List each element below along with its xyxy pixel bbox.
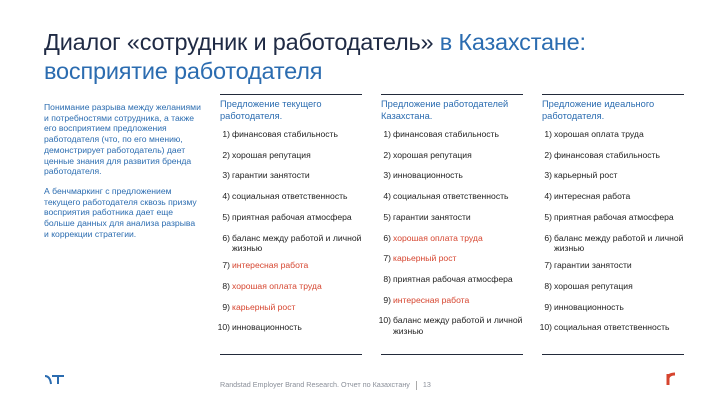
ranking-item: [542, 129, 684, 139]
rank-number: 4): [383, 191, 391, 202]
intro-paragraph-2: А бенчмаркинг с предложением текущего работодателя сквозь призму восприятия работника дает еще больше данных для анализа разрыва и коррекции стратегии.: [44, 185, 197, 239]
rank-text: баланс между работой и личной жизнью: [554, 232, 684, 253]
rank-number: 10): [217, 322, 230, 333]
column-bottom-rule: [220, 354, 362, 355]
ranking-item: [542, 150, 684, 160]
rank-number: 2): [544, 149, 552, 160]
rank-number: 8): [222, 280, 230, 291]
rank-number: 9): [383, 294, 391, 305]
rank-text: приятная рабочая атмосфера: [554, 211, 674, 222]
rank-text: карьерный рост: [232, 301, 296, 312]
column-kazakhstan-employers: [378, 94, 523, 343]
ranking-item: [542, 281, 684, 291]
rank-number: 7): [544, 260, 552, 271]
ranking-item: [542, 302, 684, 312]
ranking-item: [378, 315, 523, 336]
page-number: 13: [422, 380, 431, 389]
rank-number: 7): [222, 260, 230, 271]
rank-text: гарантии занятости: [393, 211, 471, 222]
rank-number: 5): [222, 211, 230, 222]
rank-text: баланс между работой и личной жизнью: [232, 232, 362, 253]
column-header: Предложение работодателей Казахстана.: [381, 94, 523, 129]
rank-text: гарантии занятости: [232, 170, 310, 181]
rank-text: хорошая оплата труда: [232, 280, 322, 291]
ranking-item: [381, 212, 523, 222]
footer-divider: [416, 381, 417, 390]
ranking-item: [217, 322, 362, 333]
rank-number: 3): [222, 170, 230, 181]
rank-text: финансовая стабильность: [232, 129, 338, 139]
ranking-item: [220, 302, 362, 312]
rank-text: интересная работа: [554, 191, 631, 202]
ranking-item: [542, 191, 684, 201]
rank-number: 4): [222, 191, 230, 202]
rank-number: 9): [544, 301, 552, 312]
ranking-list: [539, 129, 684, 333]
intro-paragraph-1: Понимание разрыва между желаниями и потребностями сотрудника, а также его восприятием предложения работодателя (что, по его мнению, демонстрирует работодатель) дает ценные знания для развития бренда работодателя.: [44, 102, 201, 177]
rank-text: карьерный рост: [554, 170, 618, 181]
ranking-list: [378, 129, 523, 336]
ranking-item: [220, 150, 362, 160]
ranking-item: [381, 233, 523, 243]
ranking-item: [381, 150, 523, 160]
ranking-item: [220, 170, 362, 180]
rank-text: хорошая репутация: [393, 149, 472, 160]
rank-text: социальная ответственность: [393, 191, 509, 202]
rank-text: приятная рабочая атмосфера: [232, 211, 352, 222]
ranking-item: [381, 295, 523, 305]
ranking-item: [220, 191, 362, 201]
column-bottom-rule: [542, 354, 684, 355]
rank-number: 9): [222, 301, 230, 312]
rank-text: хорошая репутация: [232, 149, 311, 160]
rank-number: 2): [383, 149, 391, 160]
rank-number: 5): [383, 211, 391, 222]
intro-text: [44, 102, 202, 248]
ranking-item: [220, 212, 362, 222]
rank-text: баланс между работой и личной жизнью: [393, 315, 523, 336]
ranking-item: [220, 129, 362, 139]
ranking-item: [542, 233, 684, 253]
rank-number: 10): [539, 322, 552, 333]
rank-number: 6): [383, 232, 391, 243]
rank-number: 5): [544, 211, 552, 222]
rank-text: интересная работа: [393, 294, 470, 305]
rank-number: 2): [222, 149, 230, 160]
rank-number: 6): [222, 232, 230, 243]
title-part3: восприятие работодателя: [44, 58, 323, 84]
rank-text: социальная ответственность: [232, 191, 348, 202]
footer: [220, 380, 431, 390]
rank-text: гарантии занятости: [554, 260, 632, 271]
rank-number: 10): [378, 315, 391, 326]
rank-text: карьерный рост: [393, 253, 457, 264]
ranking-item: [220, 281, 362, 291]
rank-text: хорошая оплата труда: [554, 129, 644, 139]
title-part1: Диалог «сотрудник и работодатель»: [44, 29, 434, 55]
slide-title: [44, 28, 684, 86]
rank-text: инновационность: [393, 170, 463, 181]
rank-number: 8): [544, 280, 552, 291]
ranking-item: [539, 322, 684, 333]
ranking-item: [542, 260, 684, 270]
rank-number: 1): [222, 129, 230, 139]
column-ideal-employer: [539, 94, 684, 343]
ranking-list: [217, 129, 362, 333]
ranking-item: [220, 233, 362, 253]
ranking-item: [381, 170, 523, 180]
column-header: Предложение текущего работодателя.: [220, 94, 362, 129]
rank-text: приятная рабочая атмосфера: [393, 273, 513, 284]
ranking-item: [381, 274, 523, 284]
ranking-item: [542, 170, 684, 180]
rank-number: 7): [383, 253, 391, 264]
rank-number: 3): [544, 170, 552, 181]
column-current-employer: [217, 94, 362, 343]
ranking-item: [542, 212, 684, 222]
rank-text: хорошая оплата труда: [393, 232, 483, 243]
rank-number: 3): [383, 170, 391, 181]
rank-number: 6): [544, 232, 552, 243]
randstad-r-icon: [666, 372, 676, 386]
rank-text: хорошая репутация: [554, 280, 633, 291]
ranking-item: [381, 129, 523, 139]
rank-text: инновационность: [232, 322, 302, 333]
randstad-logo-icon: [44, 373, 66, 385]
rank-number: 1): [383, 129, 391, 139]
title-part2: в Казахстане:: [433, 29, 586, 55]
rank-text: финансовая стабильность: [393, 129, 499, 139]
ranking-item: [220, 260, 362, 270]
rank-text: финансовая стабильность: [554, 149, 660, 160]
column-header: Предложение идеального работодателя.: [542, 94, 684, 129]
ranking-item: [381, 253, 523, 263]
footer-text: Randstad Employer Brand Research. Отчет по Казахстану: [220, 380, 410, 389]
rank-number: 8): [383, 273, 391, 284]
ranking-item: [381, 191, 523, 201]
rank-text: социальная ответственность: [554, 322, 670, 333]
rank-number: 4): [544, 191, 552, 202]
rank-text: интересная работа: [232, 260, 309, 271]
rank-number: 1): [544, 129, 552, 139]
column-bottom-rule: [381, 354, 523, 355]
rank-text: инновационность: [554, 301, 624, 312]
